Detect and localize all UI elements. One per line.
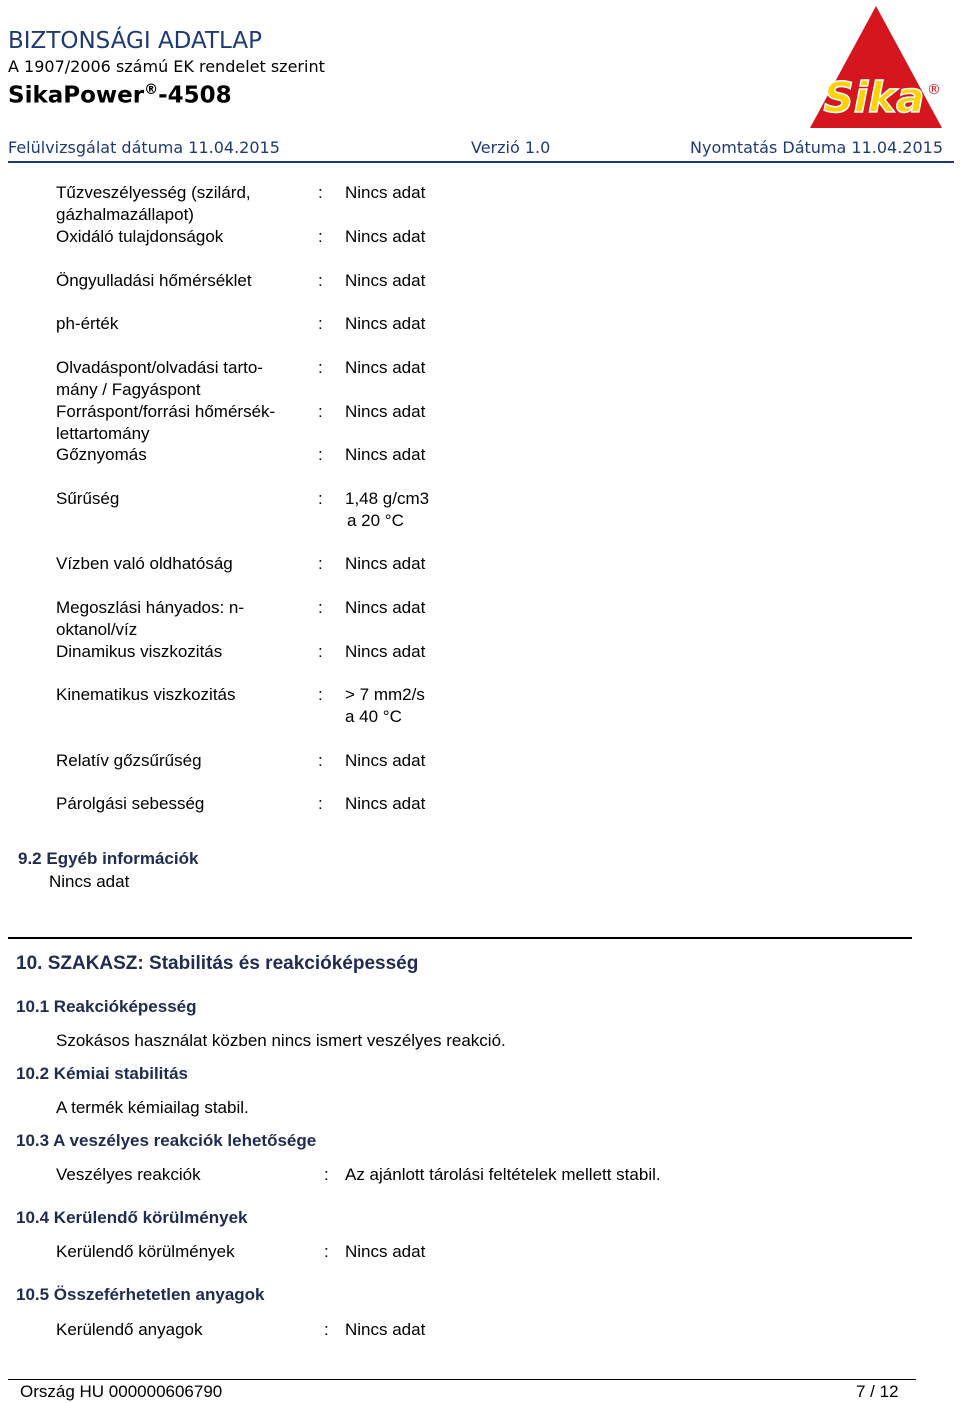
document-title: BIZTONSÁGI ADATLAP — [8, 28, 262, 54]
version: Verzió 1.0 — [471, 138, 551, 157]
property-label — [56, 357, 296, 401]
property-separator: : — [318, 598, 323, 617]
property-separator: : — [318, 794, 323, 813]
property-label-line: Forráspont/forrási hőmérsék- — [56, 402, 276, 421]
property-label-line: mány / Fagyáspont — [56, 380, 201, 399]
print-date: Nyomtatás Dátuma 11.04.2015 — [690, 138, 944, 157]
property-value: Nincs adat — [345, 271, 426, 290]
other-info-text: Nincs adat — [49, 872, 130, 891]
section-10-title: 10. SZAKASZ: Stabilitás és reakcióképesség — [16, 953, 419, 974]
reactivity-heading: 10.1 Reakcióképesség — [16, 997, 197, 1016]
other-info-heading: 9.2 Egyéb információk — [18, 849, 199, 868]
page-number: 7 / 12 — [856, 1382, 899, 1401]
property-label-line: oktanol/víz — [56, 620, 138, 639]
incompatible-materials-heading: 10.5 Összeférhetetlen anyagok — [16, 1285, 265, 1304]
property-label: Öngyulladási hőmérséklet — [56, 271, 252, 290]
hazardous-reactions-value: Az ajánlott tárolási feltételek mellett stabil. — [345, 1165, 661, 1184]
chemical-stability-heading: 10.2 Kémiai stabilitás — [16, 1064, 188, 1083]
property-separator: : — [324, 1320, 329, 1339]
property-label: Gőznyomás — [56, 445, 147, 464]
property-separator: : — [324, 1242, 329, 1261]
property-value: Nincs adat — [345, 314, 426, 333]
property-label-line: Olvadáspont/olvadási tarto- — [56, 358, 263, 377]
logo-wordmark: Sika — [823, 73, 925, 122]
incompatible-materials-label: Kerülendő anyagok — [56, 1320, 203, 1339]
property-separator: : — [318, 554, 323, 573]
property-value: Nincs adat — [345, 598, 426, 617]
property-label: Relatív gőzsűrűség — [56, 751, 202, 770]
property-separator: : — [318, 271, 323, 290]
property-separator: : — [318, 402, 323, 421]
incompatible-materials-value: Nincs adat — [345, 1320, 426, 1339]
regulation-subtitle: A 1907/2006 számú EK rendelet szerint — [8, 57, 325, 76]
conditions-to-avoid-heading: 10.4 Kerülendő körülmények — [16, 1208, 248, 1227]
property-label: Kinematikus viszkozitás — [56, 685, 236, 704]
property-separator: : — [318, 445, 323, 464]
property-label — [56, 401, 296, 445]
property-separator: : — [318, 314, 323, 333]
registered-mark: ® — [144, 82, 159, 98]
sika-logo — [808, 4, 944, 130]
property-label — [56, 597, 296, 641]
property-value: Nincs adat — [345, 751, 426, 770]
property-separator: : — [318, 751, 323, 770]
property-label-line: Tűzveszélyesség (szilárd, — [56, 183, 251, 202]
property-value-condition: a 40 °C — [345, 707, 402, 726]
property-separator: : — [318, 642, 323, 661]
header-divider — [8, 161, 954, 163]
hazardous-reactions-label: Veszélyes reakciók — [56, 1165, 201, 1184]
logo-registered-mark: ® — [927, 82, 941, 98]
section-divider — [8, 937, 912, 939]
property-value: Nincs adat — [345, 183, 426, 202]
property-value: > 7 mm2/s — [345, 685, 425, 704]
property-value: Nincs adat — [345, 358, 426, 377]
property-value: Nincs adat — [345, 227, 426, 246]
conditions-to-avoid-label: Kerülendő körülmények — [56, 1242, 235, 1261]
property-label: Dinamikus viszkozitás — [56, 642, 223, 661]
property-value: 1,48 g/cm3 — [345, 489, 430, 508]
reactivity-text: Szokásos használat közben nincs ismert veszélyes reakció. — [56, 1031, 506, 1050]
property-value: Nincs adat — [345, 794, 426, 813]
property-separator: : — [318, 183, 323, 202]
property-separator: : — [324, 1165, 329, 1184]
property-value: Nincs adat — [345, 554, 426, 573]
conditions-to-avoid-value: Nincs adat — [345, 1242, 426, 1261]
hazardous-reactions-heading: 10.3 A veszélyes reakciók lehetősége — [16, 1131, 317, 1150]
property-label-line: Megoszlási hányados: n- — [56, 598, 245, 617]
property-label: Sűrűség — [56, 489, 120, 508]
property-label-line: gázhalmazállapot) — [56, 205, 194, 224]
chemical-stability-text: A termék kémiailag stabil. — [56, 1098, 249, 1117]
property-separator: : — [318, 685, 323, 704]
property-value: Nincs adat — [345, 642, 426, 661]
property-separator: : — [318, 358, 323, 377]
property-label — [56, 182, 296, 226]
property-label-line: lettartomány — [56, 424, 150, 443]
product-name-text: SikaPower — [8, 82, 145, 109]
property-separator: : — [318, 227, 323, 246]
footer-country-id: Ország HU 000000606790 — [20, 1382, 223, 1401]
property-value-condition: a 20 °C — [347, 511, 404, 530]
footer-divider — [8, 1379, 916, 1380]
property-label: Párolgási sebesség — [56, 794, 205, 813]
property-value: Nincs adat — [345, 402, 426, 421]
property-separator: : — [318, 489, 323, 508]
property-label: Oxidáló tulajdonságok — [56, 227, 224, 246]
revision-date: Felülvizsgálat dátuma 11.04.2015 — [8, 138, 280, 157]
product-name — [8, 82, 232, 109]
property-label: ph-érték — [56, 314, 119, 333]
property-value: Nincs adat — [345, 445, 426, 464]
product-code: -4508 — [158, 82, 232, 109]
property-label: Vízben való oldhatóság — [56, 554, 233, 573]
